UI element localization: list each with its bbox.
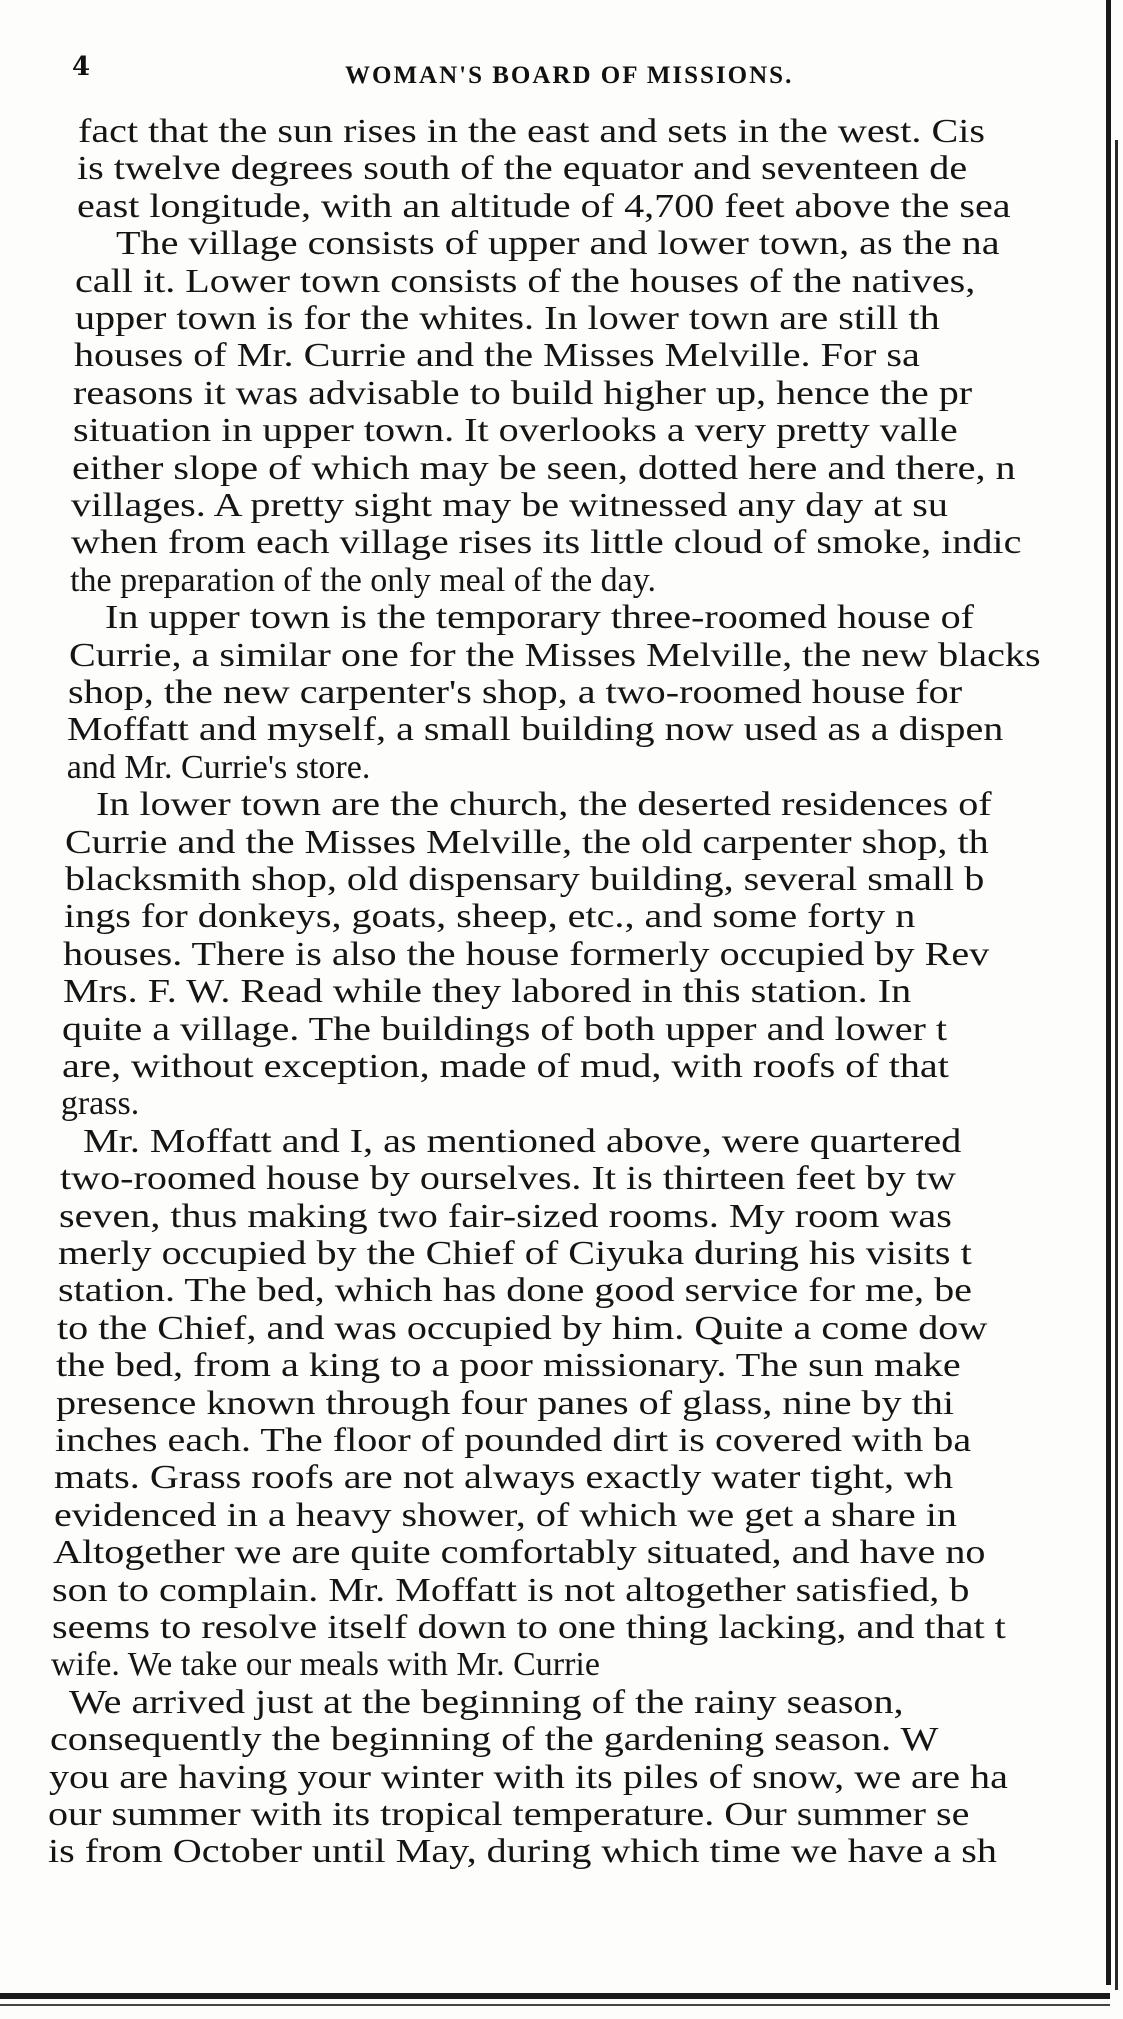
text-line: fact that the sun rises in the east and sets in the west. Cis <box>78 113 985 150</box>
text-line: merly occupied by the Chief of Ciyuka during his visits t <box>58 1235 972 1272</box>
text-line: mats. Grass roofs are not always exactly water tight, wh <box>54 1459 954 1497</box>
text-line: is twelve degrees south of the equator and seventeen de <box>77 150 968 188</box>
text-line: seems to resolve itself down to one thing lacking, and that t <box>51 1609 1006 1646</box>
text-line: station. The bed, which has done good service for me, be <box>57 1272 972 1310</box>
text-line: Currie, a similar one for the Misses Melville, the new blacks <box>68 636 1041 674</box>
text-line: Mr. Moffatt and I, as mentioned above, were quartered <box>83 1122 962 1160</box>
bottom-edge-rule-thin <box>0 2004 1110 2006</box>
text-line: to the Chief, and was occupied by him. Quite a come dow <box>56 1309 988 1347</box>
right-edge-rule-inner <box>1115 140 1118 1990</box>
text-line: the bed, from a king to a poor missionary. The sun make <box>56 1347 961 1385</box>
text-line: We arrived just at the beginning of the rainy season, <box>68 1683 904 1721</box>
text-line: Altogether we are quite comfortably situated, and have no <box>52 1534 986 1572</box>
text-line: call it. Lower town consists of the houses of the natives, <box>75 262 976 300</box>
text-line: wife. We take our meals with Mr. Currie <box>50 1646 600 1684</box>
text-line: is from October until May, during which time we have a sh <box>47 1833 997 1871</box>
text-line: either slope of which may be seen, dotted here and there, n <box>72 449 1016 487</box>
text-line: the preparation of the only meal of the day. <box>70 561 657 599</box>
text-line: inches each. The floor of pounded dirt is covered with ba <box>54 1422 972 1459</box>
text-line: situation in upper town. It overlooks a very pretty valle <box>72 412 958 450</box>
text-line: In upper town is the temporary three-roomed house of <box>104 599 974 637</box>
running-title: WOMAN'S BOARD OF MISSIONS. <box>345 62 794 89</box>
text-line: Currie and the Misses Melville, the old carpenter shop, th <box>65 823 990 861</box>
text-line: presence known through four panes of glass, nine by thi <box>55 1384 954 1422</box>
text-line: In lower town are the church, the deserted residences of <box>96 786 992 824</box>
text-line: villages. A pretty sight may be witnessed any day at su <box>71 487 949 524</box>
right-edge-rule <box>1106 0 1111 1985</box>
text-line: when from each village rises its little cloud of smoke, indic <box>70 524 1022 562</box>
text-line: consequently the beginning of the gardening season. W <box>49 1721 938 1759</box>
text-line: blacksmith shop, old dispensary building, several small b <box>64 861 985 898</box>
text-line: reasons it was advisable to build higher up, hence the pr <box>73 374 973 412</box>
text-line: our summer with its tropical temperature. Our summer se <box>48 1796 970 1833</box>
text-line: quite a village. The buildings of both upper and lower t <box>62 1010 948 1048</box>
bottom-edge-rule <box>0 1993 1110 1999</box>
text-line: Moffatt and myself, a small building now used as a dispen <box>67 711 1004 749</box>
text-line: are, without exception, made of mud, with roofs of that <box>61 1048 949 1085</box>
text-line: east longitude, with an altitude of 4,700 feet above the sea <box>76 187 1011 225</box>
text-line: grass. <box>60 1085 140 1123</box>
text-line: son to complain. Mr. Moffatt is not altogether satisfied, b <box>52 1571 970 1609</box>
text-line: The village consists of upper and lower town, as the na <box>116 225 1000 263</box>
text-line: shop, the new carpenter's shop, a two-roomed house for <box>68 674 963 711</box>
text-line: two-roomed house by ourselves. It is thirteen feet by tw <box>59 1160 956 1198</box>
text-line: Mrs. F. W. Read while they labored in this station. In <box>62 973 911 1011</box>
text-line: ings for donkeys, goats, sheep, etc., and some forty n <box>64 898 916 936</box>
text-line: houses of Mr. Currie and the Misses Melville. For sa <box>74 337 920 375</box>
text-line: seven, thus making two fair-sized rooms. My room was <box>58 1197 952 1235</box>
text-line: you are having your winter with its piles of snow, we are ha <box>48 1758 1008 1796</box>
text-line: houses. There is also the house formerly occupied by Rev <box>63 935 990 973</box>
text-line: and Mr. Currie's store. <box>66 748 371 786</box>
page-number: 4 <box>72 52 91 82</box>
text-line: upper town is for the whites. In lower town are still th <box>74 300 940 337</box>
text-line: evidenced in a heavy shower, of which we get a share in <box>53 1496 957 1534</box>
